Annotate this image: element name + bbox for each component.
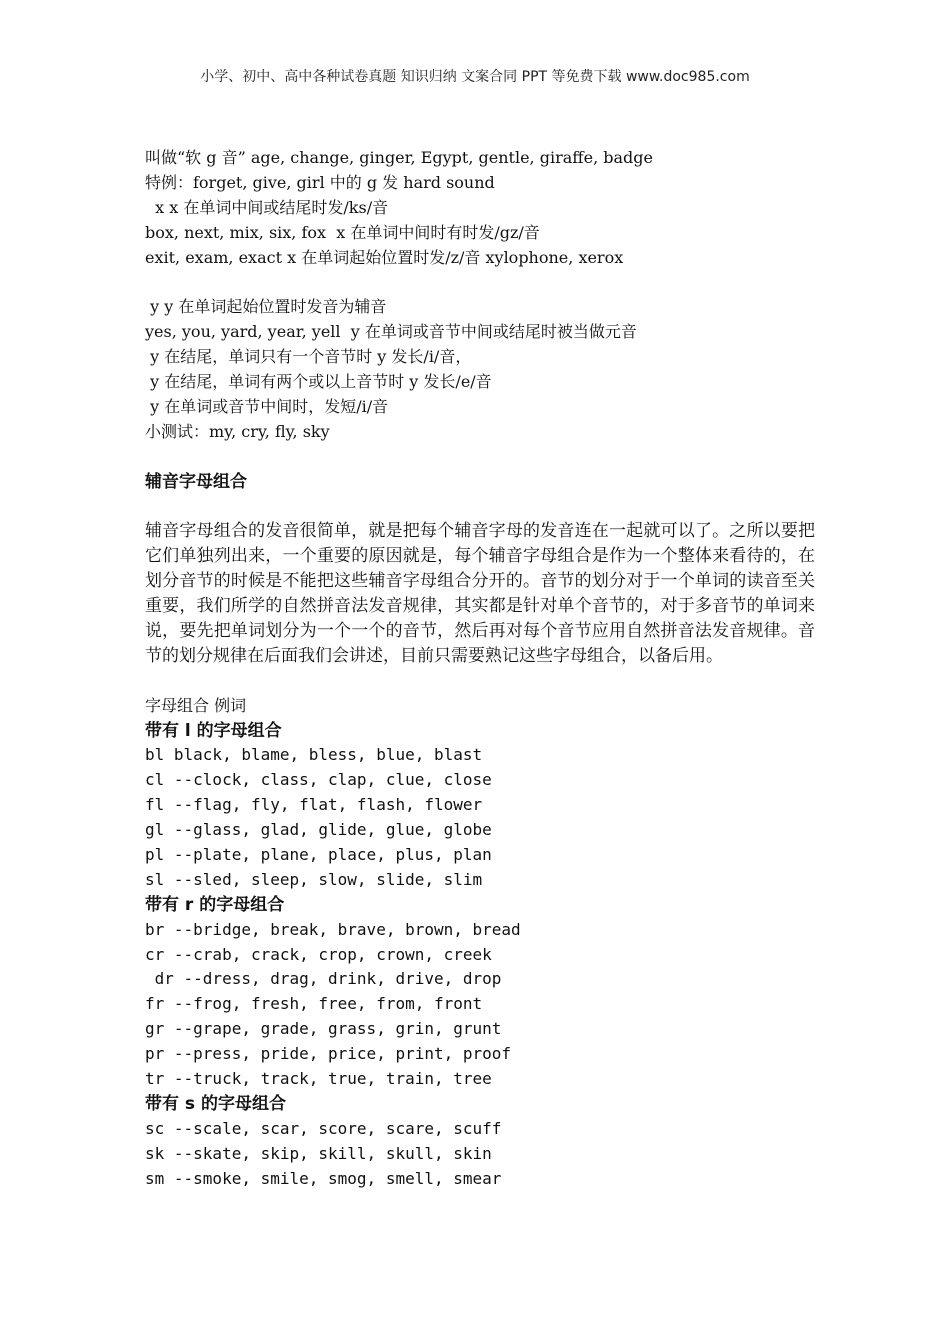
x-initial-line: exit, exam, exact x 在单词起始位置时发/z/音 xylophone, xerox bbox=[145, 247, 624, 267]
blend-row: fr --frog, fresh, free, from, front bbox=[145, 994, 483, 1014]
blend-row: sc --scale, scar, score, scare, scuff bbox=[145, 1118, 502, 1138]
y-short-i-line: y 在单词或音节中间时，发短/i/音 bbox=[145, 396, 389, 416]
x-rule-line: x x 在单词中间或结尾时发/ks/音 bbox=[145, 197, 389, 217]
document-body bbox=[145, 146, 815, 1192]
blend-row: bl black, blame, bless, blue, blast bbox=[145, 745, 483, 765]
spacer bbox=[145, 445, 815, 470]
blend-row: tr --truck, track, true, train, tree bbox=[145, 1069, 492, 1089]
blend-row: sk --skate, skip, skill, skull, skin bbox=[145, 1143, 492, 1163]
blend-row: dr --dress, drag, drink, drive, drop bbox=[145, 969, 502, 989]
table-caption: 字母组合 例词 bbox=[145, 695, 247, 715]
blend-row: sm --smoke, smile, smog, smell, smear bbox=[145, 1168, 502, 1188]
spacer bbox=[145, 494, 815, 519]
y-quiz-line: 小测试：my, cry, fly, sky bbox=[145, 421, 330, 441]
blend-row: cl --clock, class, clap, clue, close bbox=[145, 770, 492, 790]
section-heading: 辅音字母组合 bbox=[145, 471, 247, 492]
x-examples-line: box, next, mix, six, fox x 在单词中间时有时发/gz/音 bbox=[145, 222, 540, 242]
blend-row: br --bridge, break, brave, brown, bread bbox=[145, 919, 521, 939]
spacer bbox=[145, 270, 815, 295]
y-long-i-line: y 在结尾，单词只有一个音节时 y 发长/i/音， bbox=[145, 347, 472, 367]
blend-row: pl --plate, plane, place, plus, plan bbox=[145, 845, 492, 865]
l-group-heading: 带有 l 的字母组合 bbox=[145, 720, 282, 741]
s-group-heading: 带有 s 的字母组合 bbox=[145, 1093, 286, 1114]
y-long-e-line: y 在结尾，单词有两个或以上音节时 y 发长/e/音 bbox=[145, 372, 492, 392]
blend-row: gl --glass, glad, glide, glue, globe bbox=[145, 820, 492, 840]
g-exception-line: 特例：forget, give, girl 中的 g 发 hard sound bbox=[145, 172, 495, 192]
blend-row: gr --grape, grade, grass, grin, grunt bbox=[145, 1019, 502, 1039]
r-group-heading: 带有 r 的字母组合 bbox=[145, 894, 285, 915]
spacer bbox=[145, 669, 815, 694]
intro-paragraph: 辅音字母组合的发音很简单，就是把每个辅音字母的发音连在一起就可以了。之所以要把它们单独列出来，一个重要的原因就是，每个辅音字母组合是作为一个整体来看待的，在划分音节的时候是不能把这些辅音字母组合分开的。音节的划分对于一个单词的读音至关重要，我们所学的自然拼音法发音规律，其实都是针对单个音节的，对于多音节的单词来说，要先把单词划分为一个一个的音节，然后再对每个音节应用自然拼音法发音规律。音节的划分规律在后面我们会讲述，目前只需要熟记这些字母组合，以备后用。 bbox=[145, 521, 815, 666]
blend-row: cr --crab, crack, crop, crown, creek bbox=[145, 944, 492, 964]
page-header: 小学、初中、高中各种试卷真题 知识归纳 文案合同 PPT 等免费下载 www.doc985.com bbox=[200, 69, 750, 85]
blend-row: pr --press, pride, price, print, proof bbox=[145, 1044, 512, 1064]
soft-g-line: 叫做“软 g 音” age, change, ginger, Egypt, gentle, giraffe, badge bbox=[145, 148, 654, 167]
blend-row: fl --flag, fly, flat, flash, flower bbox=[145, 795, 483, 815]
y-rule-line: y y 在单词起始位置时发音为辅音 bbox=[145, 297, 387, 317]
y-vowel-line: yes, you, yard, year, yell y 在单词或音节中间或结尾时被当做元音 bbox=[145, 322, 637, 342]
blend-row: sl --sled, sleep, slow, slide, slim bbox=[145, 869, 483, 889]
